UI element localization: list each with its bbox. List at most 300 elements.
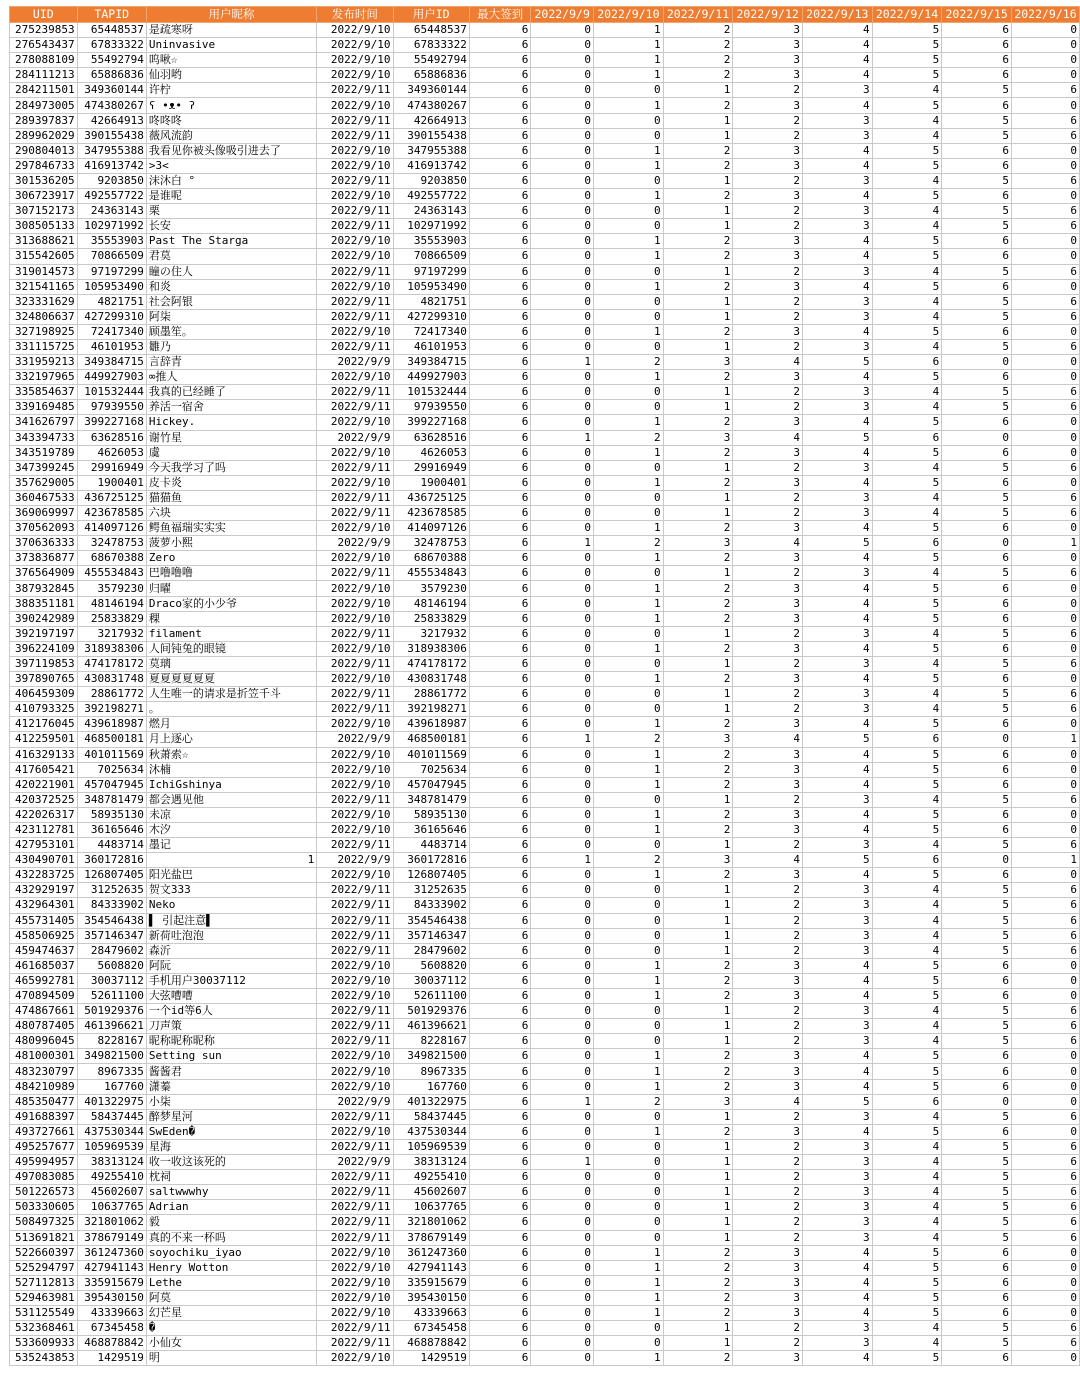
- cell-publish-time[interactable]: 2022/9/11: [317, 566, 393, 581]
- cell-day-0909[interactable]: 0: [531, 204, 594, 219]
- cell-day-0913[interactable]: 3: [802, 1019, 872, 1034]
- cell-nickname[interactable]: 稞: [146, 611, 316, 626]
- cell-max-signin[interactable]: 6: [469, 853, 531, 868]
- cell-day-0914[interactable]: 5: [872, 23, 942, 38]
- cell-day-0913[interactable]: 4: [802, 415, 872, 430]
- cell-day-0912[interactable]: 2: [733, 838, 803, 853]
- cell-day-0913[interactable]: 4: [802, 777, 872, 792]
- cell-nickname[interactable]: 归曜: [146, 581, 316, 596]
- cell-day-0916[interactable]: 6: [1011, 173, 1079, 188]
- cell-day-0915[interactable]: 5: [942, 1170, 1012, 1185]
- cell-day-0914[interactable]: 4: [872, 294, 942, 309]
- cell-uid[interactable]: 481000301: [10, 1049, 78, 1064]
- cell-day-0909[interactable]: 0: [531, 581, 594, 596]
- cell-day-0910[interactable]: 2: [594, 355, 664, 370]
- cell-uid[interactable]: 373836877: [10, 551, 78, 566]
- cell-day-0914[interactable]: 4: [872, 1215, 942, 1230]
- cell-uid[interactable]: 410793325: [10, 702, 78, 717]
- cell-day-0914[interactable]: 5: [872, 581, 942, 596]
- cell-day-0914[interactable]: 5: [872, 234, 942, 249]
- table-row[interactable]: [10, 596, 1080, 611]
- cell-day-0910[interactable]: 1: [594, 279, 664, 294]
- cell-day-0912[interactable]: 3: [733, 777, 803, 792]
- cell-day-0911[interactable]: 1: [663, 943, 733, 958]
- cell-nickname[interactable]: 阿阮: [146, 958, 316, 973]
- table-row[interactable]: [10, 1336, 1080, 1351]
- cell-day-0915[interactable]: 6: [942, 641, 1012, 656]
- table-row[interactable]: [10, 98, 1080, 113]
- cell-nickname[interactable]: Uninvasive: [146, 38, 316, 53]
- cell-publish-time[interactable]: 2022/9/9: [317, 732, 393, 747]
- cell-nickname[interactable]: Lethe: [146, 1275, 316, 1290]
- cell-publish-time[interactable]: 2022/9/10: [317, 807, 393, 822]
- cell-day-0916[interactable]: 6: [1011, 1139, 1079, 1154]
- table-row[interactable]: [10, 1019, 1080, 1034]
- cell-uid[interactable]: 497083085: [10, 1170, 78, 1185]
- cell-day-0911[interactable]: 1: [663, 1019, 733, 1034]
- table-row[interactable]: [10, 1064, 1080, 1079]
- table-row[interactable]: [10, 656, 1080, 671]
- cell-user-id[interactable]: 65886836: [393, 68, 469, 83]
- cell-user-id[interactable]: 97197299: [393, 264, 469, 279]
- cell-publish-time[interactable]: 2022/9/11: [317, 173, 393, 188]
- cell-max-signin[interactable]: 6: [469, 158, 531, 173]
- cell-day-0912[interactable]: 3: [733, 973, 803, 988]
- table-row[interactable]: [10, 339, 1080, 354]
- cell-day-0914[interactable]: 4: [872, 1155, 942, 1170]
- cell-day-0911[interactable]: 2: [663, 1305, 733, 1320]
- table-row[interactable]: [10, 1170, 1080, 1185]
- cell-day-0916[interactable]: 6: [1011, 687, 1079, 702]
- cell-max-signin[interactable]: 6: [469, 702, 531, 717]
- cell-day-0916[interactable]: 6: [1011, 113, 1079, 128]
- cell-publish-time[interactable]: 2022/9/10: [317, 747, 393, 762]
- table-row[interactable]: [10, 747, 1080, 762]
- cell-user-id[interactable]: 8228167: [393, 1034, 469, 1049]
- cell-day-0915[interactable]: 6: [942, 777, 1012, 792]
- cell-day-0911[interactable]: 1: [663, 702, 733, 717]
- cell-tapid[interactable]: 102971992: [77, 219, 146, 234]
- cell-day-0915[interactable]: 6: [942, 958, 1012, 973]
- cell-day-0910[interactable]: 0: [594, 204, 664, 219]
- cell-day-0913[interactable]: 3: [802, 898, 872, 913]
- cell-day-0909[interactable]: 0: [531, 475, 594, 490]
- table-row[interactable]: [10, 1155, 1080, 1170]
- cell-uid[interactable]: 465992781: [10, 973, 78, 988]
- cell-tapid[interactable]: 72417340: [77, 324, 146, 339]
- cell-day-0910[interactable]: 1: [594, 38, 664, 53]
- cell-day-0910[interactable]: 0: [594, 490, 664, 505]
- cell-day-0910[interactable]: 1: [594, 822, 664, 837]
- cell-max-signin[interactable]: 6: [469, 566, 531, 581]
- cell-day-0912[interactable]: 4: [733, 732, 803, 747]
- cell-day-0915[interactable]: 5: [942, 898, 1012, 913]
- cell-uid[interactable]: 289397837: [10, 113, 78, 128]
- cell-user-id[interactable]: 4483714: [393, 838, 469, 853]
- cell-nickname[interactable]: 未凉: [146, 807, 316, 822]
- cell-user-id[interactable]: 24363143: [393, 204, 469, 219]
- cell-day-0911[interactable]: 1: [663, 1200, 733, 1215]
- cell-tapid[interactable]: 97939550: [77, 400, 146, 415]
- cell-day-0911[interactable]: 2: [663, 747, 733, 762]
- table-row[interactable]: [10, 928, 1080, 943]
- cell-day-0915[interactable]: 6: [942, 973, 1012, 988]
- cell-day-0916[interactable]: 0: [1011, 777, 1079, 792]
- cell-nickname[interactable]: ∞推人: [146, 370, 316, 385]
- cell-day-0910[interactable]: 0: [594, 1019, 664, 1034]
- cell-day-0910[interactable]: 0: [594, 460, 664, 475]
- cell-day-0911[interactable]: 2: [663, 1245, 733, 1260]
- cell-uid[interactable]: 455731405: [10, 913, 78, 928]
- table-row[interactable]: [10, 989, 1080, 1004]
- cell-nickname[interactable]: filament: [146, 626, 316, 641]
- cell-uid[interactable]: 480787405: [10, 1019, 78, 1034]
- cell-max-signin[interactable]: 6: [469, 596, 531, 611]
- cell-day-0915[interactable]: 5: [942, 1215, 1012, 1230]
- cell-tapid[interactable]: 401011569: [77, 747, 146, 762]
- cell-day-0915[interactable]: 5: [942, 1200, 1012, 1215]
- cell-nickname[interactable]: 是谁呢: [146, 189, 316, 204]
- cell-day-0909[interactable]: 1: [531, 1094, 594, 1109]
- table-row[interactable]: [10, 958, 1080, 973]
- cell-day-0910[interactable]: 2: [594, 1094, 664, 1109]
- cell-day-0910[interactable]: 1: [594, 611, 664, 626]
- cell-day-0911[interactable]: 1: [663, 490, 733, 505]
- cell-day-0915[interactable]: 6: [942, 611, 1012, 626]
- cell-publish-time[interactable]: 2022/9/11: [317, 943, 393, 958]
- cell-uid[interactable]: 370636333: [10, 536, 78, 551]
- cell-day-0909[interactable]: 0: [531, 1215, 594, 1230]
- cell-tapid[interactable]: 414097126: [77, 521, 146, 536]
- cell-day-0914[interactable]: 5: [872, 551, 942, 566]
- cell-day-0915[interactable]: 5: [942, 506, 1012, 521]
- cell-uid[interactable]: 495994957: [10, 1155, 78, 1170]
- cell-tapid[interactable]: 28861772: [77, 687, 146, 702]
- cell-nickname[interactable]: Adrian: [146, 1200, 316, 1215]
- cell-publish-time[interactable]: 2022/9/10: [317, 1305, 393, 1320]
- cell-day-0910[interactable]: 1: [594, 1260, 664, 1275]
- cell-day-0913[interactable]: 4: [802, 23, 872, 38]
- cell-publish-time[interactable]: 2022/9/10: [317, 1351, 393, 1366]
- cell-max-signin[interactable]: 6: [469, 641, 531, 656]
- table-row[interactable]: [10, 1230, 1080, 1245]
- cell-tapid[interactable]: 4821751: [77, 294, 146, 309]
- cell-uid[interactable]: 480996045: [10, 1034, 78, 1049]
- cell-tapid[interactable]: 28479602: [77, 943, 146, 958]
- cell-max-signin[interactable]: 6: [469, 973, 531, 988]
- cell-day-0909[interactable]: 0: [531, 143, 594, 158]
- cell-day-0913[interactable]: 4: [802, 189, 872, 204]
- cell-day-0910[interactable]: 0: [594, 400, 664, 415]
- cell-day-0911[interactable]: 1: [663, 1336, 733, 1351]
- cell-day-0911[interactable]: 1: [663, 264, 733, 279]
- cell-day-0911[interactable]: 1: [663, 928, 733, 943]
- cell-nickname[interactable]: 社会阿银: [146, 294, 316, 309]
- cell-day-0911[interactable]: 2: [663, 189, 733, 204]
- cell-tapid[interactable]: 126807405: [77, 868, 146, 883]
- cell-nickname[interactable]: 菠萝小熙: [146, 536, 316, 551]
- cell-day-0912[interactable]: 2: [733, 913, 803, 928]
- cell-day-0914[interactable]: 4: [872, 702, 942, 717]
- cell-day-0911[interactable]: 1: [663, 1230, 733, 1245]
- cell-nickname[interactable]: 夏夏夏夏夏夏: [146, 672, 316, 687]
- cell-uid[interactable]: 360467533: [10, 490, 78, 505]
- cell-day-0911[interactable]: 2: [663, 445, 733, 460]
- table-row[interactable]: [10, 777, 1080, 792]
- cell-day-0912[interactable]: 3: [733, 324, 803, 339]
- cell-day-0914[interactable]: 5: [872, 958, 942, 973]
- cell-uid[interactable]: 396224109: [10, 641, 78, 656]
- cell-publish-time[interactable]: 2022/9/11: [317, 898, 393, 913]
- cell-day-0915[interactable]: 6: [942, 1245, 1012, 1260]
- cell-day-0909[interactable]: 0: [531, 928, 594, 943]
- cell-day-0915[interactable]: 6: [942, 68, 1012, 83]
- table-row[interactable]: [10, 385, 1080, 400]
- cell-day-0916[interactable]: 0: [1011, 68, 1079, 83]
- cell-day-0911[interactable]: 1: [663, 883, 733, 898]
- cell-day-0913[interactable]: 4: [802, 1079, 872, 1094]
- table-row[interactable]: [10, 853, 1080, 868]
- cell-day-0912[interactable]: 3: [733, 38, 803, 53]
- cell-day-0914[interactable]: 5: [872, 1079, 942, 1094]
- header-date-0910[interactable]: 2022/9/10: [594, 7, 664, 23]
- cell-day-0916[interactable]: 0: [1011, 1245, 1079, 1260]
- cell-publish-time[interactable]: 2022/9/10: [317, 324, 393, 339]
- cell-user-id[interactable]: 3217932: [393, 626, 469, 641]
- table-row[interactable]: [10, 445, 1080, 460]
- table-row[interactable]: [10, 415, 1080, 430]
- cell-tapid[interactable]: 349384715: [77, 355, 146, 370]
- cell-day-0915[interactable]: 6: [942, 1064, 1012, 1079]
- cell-day-0911[interactable]: 1: [663, 656, 733, 671]
- cell-day-0915[interactable]: 5: [942, 1230, 1012, 1245]
- cell-uid[interactable]: 276543437: [10, 38, 78, 53]
- cell-day-0916[interactable]: 6: [1011, 309, 1079, 324]
- cell-day-0912[interactable]: 2: [733, 264, 803, 279]
- table-row[interactable]: [10, 1321, 1080, 1336]
- cell-nickname[interactable]: Draco家的小少爷: [146, 596, 316, 611]
- cell-day-0915[interactable]: 6: [942, 279, 1012, 294]
- cell-nickname[interactable]: 都会遇见他: [146, 792, 316, 807]
- cell-day-0909[interactable]: 0: [531, 1064, 594, 1079]
- cell-nickname[interactable]: 顾墨笙。: [146, 324, 316, 339]
- cell-max-signin[interactable]: 6: [469, 717, 531, 732]
- cell-day-0912[interactable]: 3: [733, 868, 803, 883]
- cell-day-0915[interactable]: 5: [942, 656, 1012, 671]
- cell-day-0912[interactable]: 3: [733, 415, 803, 430]
- cell-day-0911[interactable]: 3: [663, 430, 733, 445]
- cell-day-0913[interactable]: 5: [802, 355, 872, 370]
- cell-uid[interactable]: 369069997: [10, 506, 78, 521]
- cell-tapid[interactable]: 46101953: [77, 339, 146, 354]
- cell-day-0913[interactable]: 5: [802, 853, 872, 868]
- cell-uid[interactable]: 392197197: [10, 626, 78, 641]
- cell-user-id[interactable]: 4821751: [393, 294, 469, 309]
- cell-tapid[interactable]: 45602607: [77, 1185, 146, 1200]
- cell-nickname[interactable]: 潇蓁: [146, 1079, 316, 1094]
- cell-day-0911[interactable]: 2: [663, 1351, 733, 1366]
- cell-max-signin[interactable]: 6: [469, 475, 531, 490]
- cell-day-0910[interactable]: 1: [594, 249, 664, 264]
- cell-day-0916[interactable]: 0: [1011, 807, 1079, 822]
- cell-day-0913[interactable]: 4: [802, 143, 872, 158]
- cell-day-0914[interactable]: 5: [872, 189, 942, 204]
- cell-day-0915[interactable]: 6: [942, 475, 1012, 490]
- cell-day-0915[interactable]: 5: [942, 1321, 1012, 1336]
- cell-day-0911[interactable]: 2: [663, 822, 733, 837]
- table-row[interactable]: [10, 1139, 1080, 1154]
- cell-day-0916[interactable]: 6: [1011, 792, 1079, 807]
- cell-day-0914[interactable]: 5: [872, 973, 942, 988]
- cell-nickname[interactable]: 沫沐白 °: [146, 173, 316, 188]
- cell-tapid[interactable]: 10637765: [77, 1200, 146, 1215]
- cell-day-0911[interactable]: 2: [663, 551, 733, 566]
- cell-uid[interactable]: 532368461: [10, 1321, 78, 1336]
- cell-user-id[interactable]: 70866509: [393, 249, 469, 264]
- cell-day-0912[interactable]: 2: [733, 309, 803, 324]
- cell-day-0912[interactable]: 3: [733, 989, 803, 1004]
- cell-day-0910[interactable]: 0: [594, 626, 664, 641]
- cell-max-signin[interactable]: 6: [469, 324, 531, 339]
- cell-day-0912[interactable]: 2: [733, 1321, 803, 1336]
- cell-max-signin[interactable]: 6: [469, 1034, 531, 1049]
- cell-day-0915[interactable]: 6: [942, 158, 1012, 173]
- cell-day-0912[interactable]: 2: [733, 626, 803, 641]
- cell-nickname[interactable]: 雛乃: [146, 339, 316, 354]
- cell-day-0910[interactable]: 0: [594, 792, 664, 807]
- cell-day-0916[interactable]: 6: [1011, 400, 1079, 415]
- cell-day-0915[interactable]: 6: [942, 324, 1012, 339]
- cell-day-0909[interactable]: 0: [531, 445, 594, 460]
- cell-tapid[interactable]: 501929376: [77, 1004, 146, 1019]
- cell-user-id[interactable]: 25833829: [393, 611, 469, 626]
- cell-day-0914[interactable]: 6: [872, 355, 942, 370]
- cell-day-0911[interactable]: 1: [663, 113, 733, 128]
- cell-day-0914[interactable]: 4: [872, 838, 942, 853]
- cell-day-0916[interactable]: 0: [1011, 1049, 1079, 1064]
- cell-day-0914[interactable]: 4: [872, 309, 942, 324]
- cell-tapid[interactable]: 24363143: [77, 204, 146, 219]
- cell-day-0912[interactable]: 3: [733, 279, 803, 294]
- cell-day-0914[interactable]: 5: [872, 38, 942, 53]
- cell-day-0914[interactable]: 5: [872, 445, 942, 460]
- cell-day-0913[interactable]: 4: [802, 989, 872, 1004]
- cell-nickname[interactable]: 。: [146, 702, 316, 717]
- cell-nickname[interactable]: 人生唯一的请求是折笠千斗: [146, 687, 316, 702]
- cell-day-0913[interactable]: 4: [802, 551, 872, 566]
- cell-day-0916[interactable]: 6: [1011, 1170, 1079, 1185]
- cell-day-0915[interactable]: 6: [942, 98, 1012, 113]
- cell-day-0909[interactable]: 0: [531, 989, 594, 1004]
- cell-publish-time[interactable]: 2022/9/11: [317, 264, 393, 279]
- cell-day-0913[interactable]: 3: [802, 460, 872, 475]
- cell-max-signin[interactable]: 6: [469, 1230, 531, 1245]
- cell-tapid[interactable]: 105953490: [77, 279, 146, 294]
- cell-day-0909[interactable]: 1: [531, 355, 594, 370]
- cell-day-0911[interactable]: 2: [663, 1049, 733, 1064]
- table-row[interactable]: [10, 475, 1080, 490]
- cell-day-0916[interactable]: 0: [1011, 581, 1079, 596]
- cell-day-0910[interactable]: 1: [594, 475, 664, 490]
- cell-day-0911[interactable]: 1: [663, 219, 733, 234]
- cell-day-0916[interactable]: 1: [1011, 853, 1079, 868]
- cell-day-0915[interactable]: 5: [942, 928, 1012, 943]
- cell-day-0916[interactable]: 0: [1011, 1079, 1079, 1094]
- cell-max-signin[interactable]: 6: [469, 355, 531, 370]
- cell-publish-time[interactable]: 2022/9/11: [317, 400, 393, 415]
- cell-publish-time[interactable]: 2022/9/10: [317, 973, 393, 988]
- cell-tapid[interactable]: 5608820: [77, 958, 146, 973]
- cell-nickname[interactable]: 毅: [146, 1215, 316, 1230]
- table-row[interactable]: [10, 128, 1080, 143]
- cell-tapid[interactable]: 349821500: [77, 1049, 146, 1064]
- cell-nickname[interactable]: IchiGshinya: [146, 777, 316, 792]
- cell-publish-time[interactable]: 2022/9/10: [317, 822, 393, 837]
- cell-day-0916[interactable]: 0: [1011, 641, 1079, 656]
- cell-tapid[interactable]: 430831748: [77, 672, 146, 687]
- cell-max-signin[interactable]: 6: [469, 958, 531, 973]
- cell-day-0914[interactable]: 4: [872, 928, 942, 943]
- cell-day-0914[interactable]: 5: [872, 1290, 942, 1305]
- cell-day-0909[interactable]: 0: [531, 807, 594, 822]
- cell-uid[interactable]: 321541165: [10, 279, 78, 294]
- cell-tapid[interactable]: 67833322: [77, 38, 146, 53]
- cell-tapid[interactable]: 63628516: [77, 430, 146, 445]
- cell-day-0913[interactable]: 3: [802, 928, 872, 943]
- cell-max-signin[interactable]: 6: [469, 1185, 531, 1200]
- table-row[interactable]: [10, 1004, 1080, 1019]
- cell-day-0912[interactable]: 2: [733, 128, 803, 143]
- cell-nickname[interactable]: 君莫: [146, 249, 316, 264]
- cell-day-0916[interactable]: 6: [1011, 928, 1079, 943]
- cell-day-0912[interactable]: 2: [733, 687, 803, 702]
- cell-nickname[interactable]: 秋萧索☆: [146, 747, 316, 762]
- cell-day-0914[interactable]: 5: [872, 475, 942, 490]
- table-row[interactable]: [10, 400, 1080, 415]
- cell-day-0913[interactable]: 4: [802, 1064, 872, 1079]
- cell-max-signin[interactable]: 6: [469, 1139, 531, 1154]
- cell-day-0910[interactable]: 0: [594, 264, 664, 279]
- cell-user-id[interactable]: 321801062: [393, 1215, 469, 1230]
- cell-day-0913[interactable]: 3: [802, 702, 872, 717]
- cell-publish-time[interactable]: 2022/9/9: [317, 430, 393, 445]
- cell-day-0912[interactable]: 3: [733, 1305, 803, 1320]
- cell-uid[interactable]: 427953101: [10, 838, 78, 853]
- cell-day-0909[interactable]: 1: [531, 1155, 594, 1170]
- cell-day-0909[interactable]: 0: [531, 128, 594, 143]
- cell-day-0915[interactable]: 6: [942, 234, 1012, 249]
- cell-day-0910[interactable]: 0: [594, 1230, 664, 1245]
- cell-user-id[interactable]: 401322975: [393, 1094, 469, 1109]
- cell-day-0913[interactable]: 3: [802, 173, 872, 188]
- cell-uid[interactable]: 533609933: [10, 1336, 78, 1351]
- cell-day-0911[interactable]: 2: [663, 1260, 733, 1275]
- cell-day-0911[interactable]: 1: [663, 385, 733, 400]
- cell-day-0910[interactable]: 0: [594, 838, 664, 853]
- cell-nickname[interactable]: 长安: [146, 219, 316, 234]
- cell-day-0913[interactable]: 4: [802, 1049, 872, 1064]
- cell-day-0912[interactable]: 3: [733, 822, 803, 837]
- cell-day-0911[interactable]: 1: [663, 687, 733, 702]
- cell-day-0909[interactable]: 0: [531, 1034, 594, 1049]
- cell-day-0915[interactable]: 6: [942, 868, 1012, 883]
- cell-day-0911[interactable]: 2: [663, 158, 733, 173]
- cell-day-0913[interactable]: 4: [802, 641, 872, 656]
- cell-day-0910[interactable]: 1: [594, 777, 664, 792]
- cell-day-0916[interactable]: 1: [1011, 536, 1079, 551]
- cell-uid[interactable]: 508497325: [10, 1215, 78, 1230]
- cell-day-0914[interactable]: 5: [872, 1305, 942, 1320]
